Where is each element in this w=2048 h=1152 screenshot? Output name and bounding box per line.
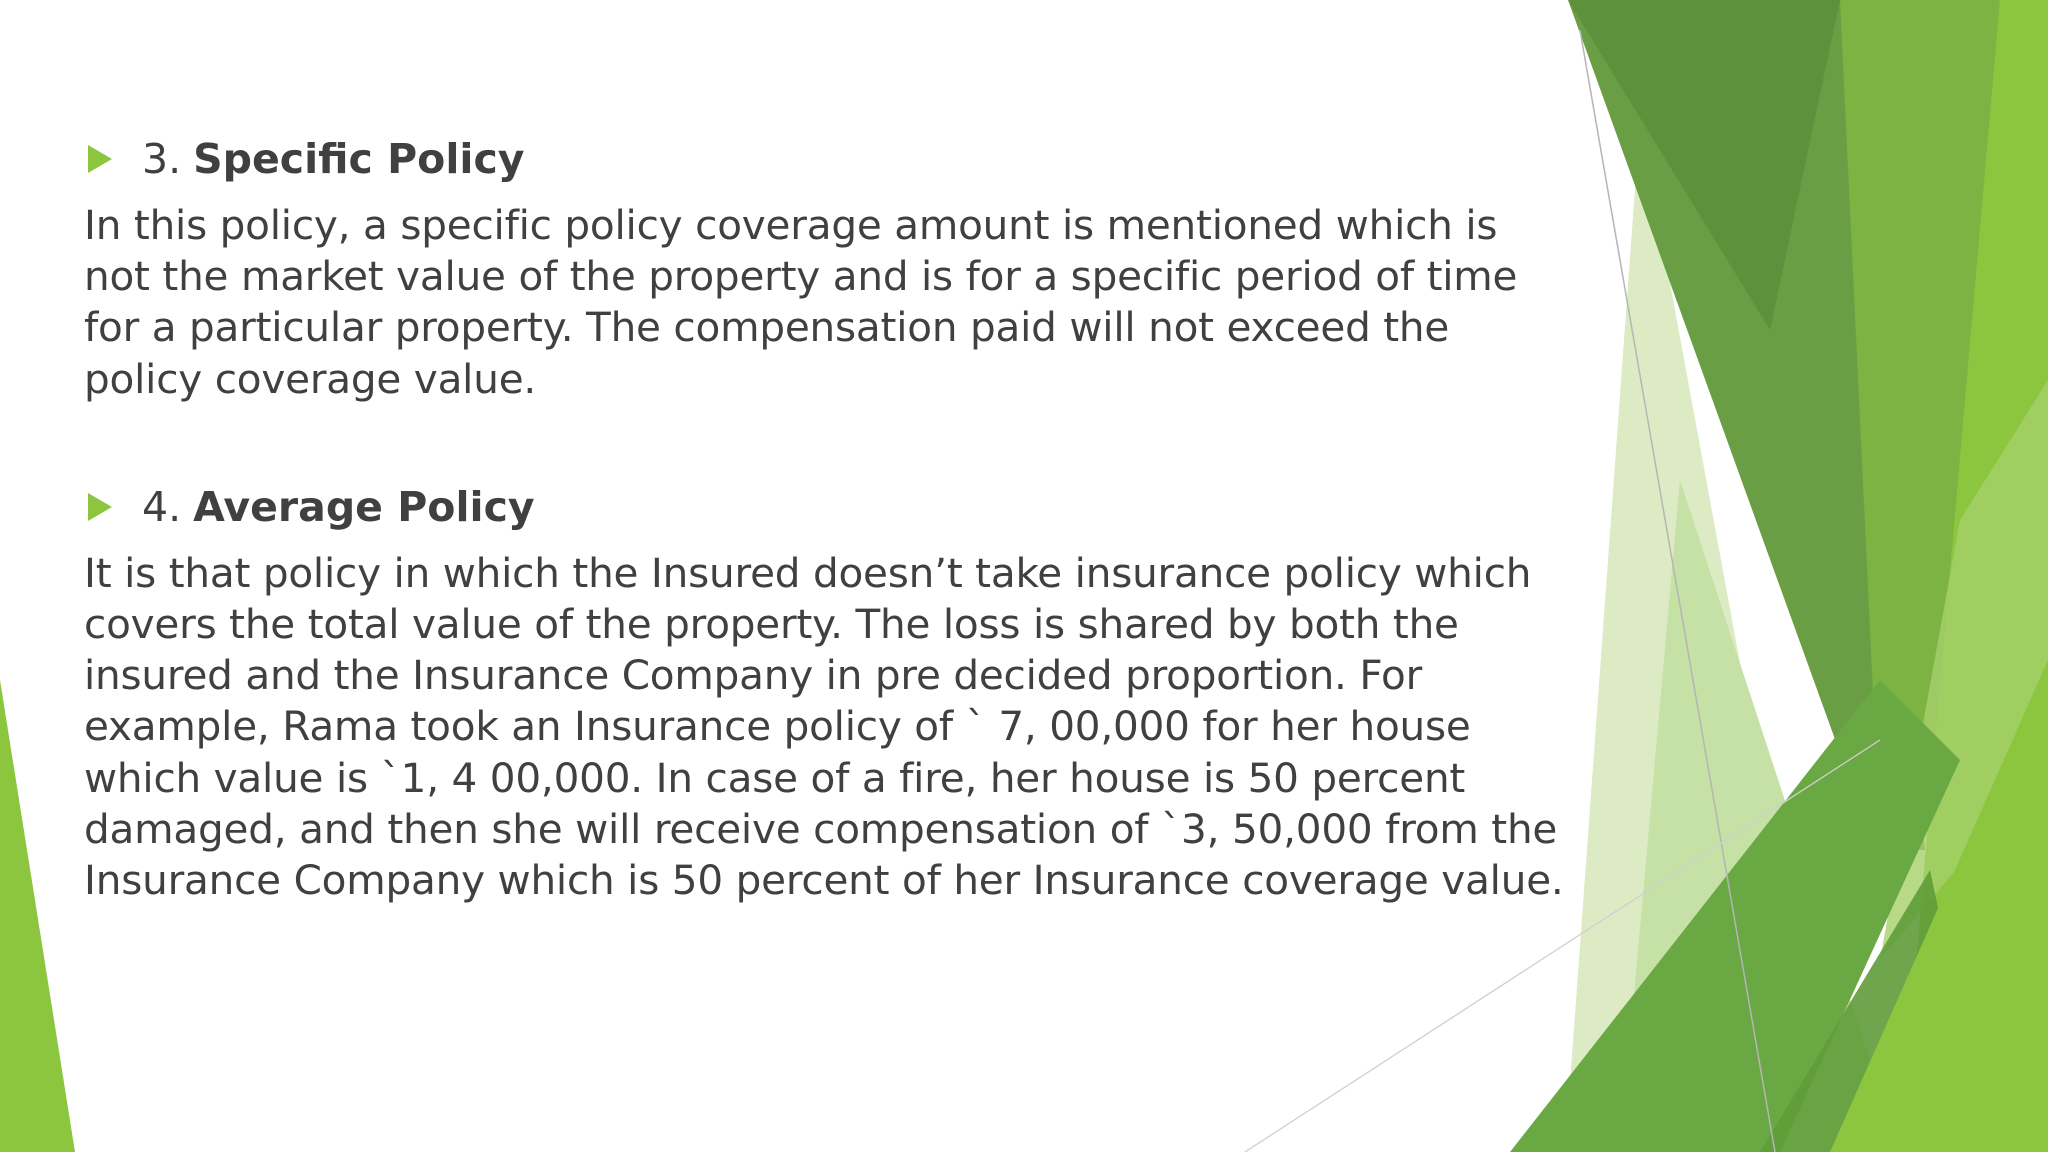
section-specific-policy [84,128,1564,405]
section-body: It is that policy in which the Insured doesn’t take insurance policy which covers the total value of the property. The loss is shared by both the insured and the Insurance Company in pre decided proportion. For example, Rama took an Insurance policy of ` 7, 00,000 for her house which value is `1, 4 00,000. In case of a fire, her house is 50 percent damaged, and then she will receive compensation of `3, 50,000 from the Insurance Company which is 50 percent of her Insurance coverage value. [84,548,1564,905]
triangle-bullet-icon [88,493,112,521]
left-green-sliver [0,680,75,1152]
section-average-policy [84,476,1564,906]
section-title: Average Policy [193,482,535,531]
triangle-bullet-icon [88,145,112,173]
section-heading [84,476,1564,538]
section-title: Specific Policy [193,135,525,183]
section-heading [84,128,1564,190]
section-number: 4. [142,482,182,531]
section-number: 3. [142,135,182,183]
slide-content [84,128,1564,906]
section-body: In this policy, a specific policy coverage amount is mentioned which is not the market value of the property and is for a specific period of time for a particular property. The compensation paid will not exceed the policy coverage value. [84,201,1518,403]
